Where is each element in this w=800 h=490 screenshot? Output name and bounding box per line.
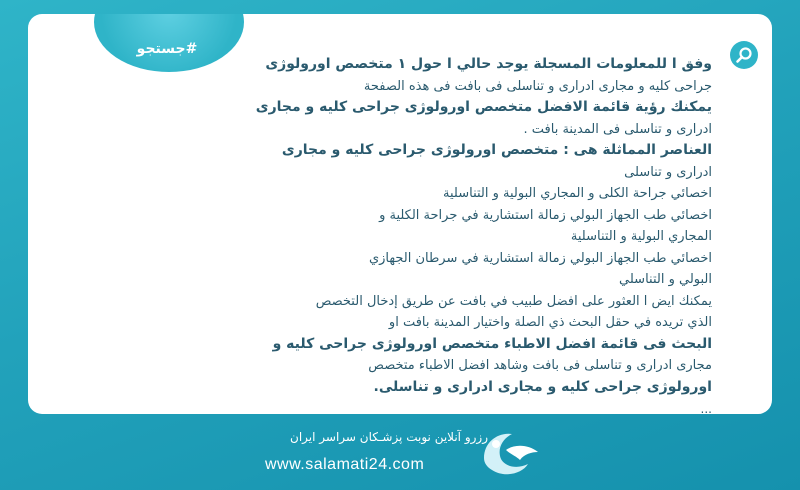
content-line: جراحی کلیه و مجاری ادراری و تناسلی فی بافت فی هذه الصفحة (363, 78, 712, 94)
search-button[interactable] (730, 41, 758, 69)
content-line: مجاری ادراری و تناسلی فی بافت وشاهد افضل الاطباء متخصص (368, 358, 712, 373)
search-tab-label[interactable]: #جستجو (136, 41, 198, 57)
content-line: ادراری و تناسلی فی المدينة بافت . (523, 121, 712, 137)
more-ellipsis: ... (700, 402, 712, 414)
footer-url[interactable]: www.salamati24.com (265, 456, 425, 473)
content-card (28, 14, 772, 414)
article-text (72, 54, 712, 398)
content-line: العناصر المماثلة هی : متخصص اورولوژی جراحی کلیه و مجاری (281, 142, 712, 158)
content-line: يمكنك رؤية قائمة الافضل متخصص اورولوژی جراحی کلیه و مجاری (255, 99, 712, 115)
content-line: وفق ا للمعلومات المسجلة يوجد حالي ا حول ١ متخصص اورولوژی (265, 56, 712, 72)
content-line: البولي و التناسلي (619, 272, 712, 287)
content-line: ادراری و تناسلی (624, 164, 712, 180)
content-line: اخصائي طب الجهاز البولي زمالة استشارية في سرطان الجهازي (368, 250, 712, 266)
content-line: اخصائي طب الجهاز البولي زمالة استشارية في جراحة الكلية و (379, 207, 712, 223)
footer-tagline: رزرو آنلاین نوبت پزشـکان سراسر ایران (290, 430, 488, 444)
content-line: يمكنك ايض ا العثور على افضل طبيب في بافت عن طريق إدخال التخصص (315, 293, 712, 309)
content-line: الذي تريده في حقل البحث ذي الصلة واختيار المدينة بافت او (388, 315, 712, 330)
content-line: اخصائي جراحة الكلى و المجاري البولية و التناسلية (443, 186, 712, 201)
content-line: المجاري البولية و التناسلية (570, 229, 712, 244)
search-icon (735, 46, 753, 64)
content-line: البحث فی قائمة افضل الاطباء متخصص اورولوژی جراحی کلیه و (272, 335, 712, 352)
content-line: اورولوژی جراحی کلیه و مجاری ادراری و تناسلی. (373, 378, 712, 395)
